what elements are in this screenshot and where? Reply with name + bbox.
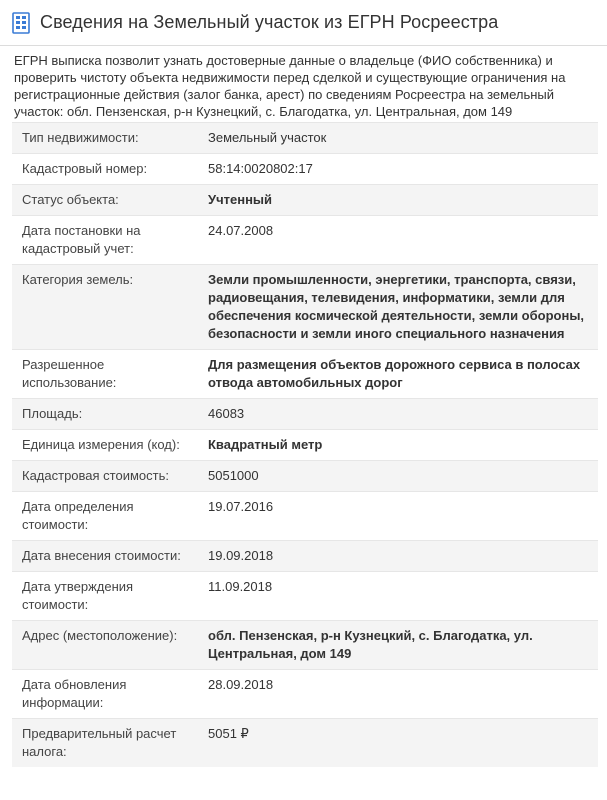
label-update-date: Дата обновления информации: <box>12 670 198 719</box>
intro-address: обл. Пензенская, р-н Кузнецкий, с. Благодатка, ул. Центральная, дом 149 <box>66 104 513 119</box>
label-area: Площадь: <box>12 399 198 430</box>
label-value-entry-date: Дата внесения стоимости: <box>12 541 198 572</box>
intro-text: ЕГРН выписка позволит узнать достоверные данные о владельце (ФИО собственника) и проверить чистоту объекта недвижимости перед сделкой и существующие ограничения на регистрационные действия (залог банка, арест) по сведениям Росреестра на земельный участок: <box>14 53 566 119</box>
label-tax-estimate: Предварительный расчет налога: <box>12 719 198 768</box>
value-address: обл. Пензенская, р-н Кузнецкий, с. Благодатка, ул. Центральная, дом 149 <box>198 621 598 670</box>
value-value-approval-date: 11.09.2018 <box>198 572 598 621</box>
page-header <box>0 0 607 46</box>
label-value-approval-date: Дата утверждения стоимости: <box>12 572 198 621</box>
row-cadastral-value <box>12 461 598 492</box>
row-property-type <box>12 123 598 154</box>
row-area <box>12 399 598 430</box>
intro-paragraph <box>0 46 607 122</box>
value-permitted-use: Для размещения объектов дорожного сервиса в полосах отвода автомобильных дорог <box>198 350 598 399</box>
row-value-entry-date <box>12 541 598 572</box>
property-info-table <box>12 122 598 767</box>
row-valuation-date <box>12 492 598 541</box>
row-address <box>12 621 598 670</box>
row-cadastral-number <box>12 154 598 185</box>
label-address: Адрес (местоположение): <box>12 621 198 670</box>
label-registration-date: Дата постановки на кадастровый учет: <box>12 216 198 265</box>
value-cadastral-value: 5051000 <box>198 461 598 492</box>
label-cadastral-value: Кадастровая стоимость: <box>12 461 198 492</box>
label-permitted-use: Разрешенное использование: <box>12 350 198 399</box>
document-icon <box>12 12 30 34</box>
value-land-category: Земли промышленности, энергетики, транспорта, связи, радиовещания, телевидения, информатики, земли для обеспечения космической деятельности, земли обороны, безопасности и земли иного специального назначения <box>198 265 598 350</box>
row-object-status <box>12 185 598 216</box>
value-property-type: Земельный участок <box>198 123 598 154</box>
value-object-status: Учтенный <box>198 185 598 216</box>
label-property-type: Тип недвижимости: <box>12 123 198 154</box>
row-update-date <box>12 670 598 719</box>
value-unit: Квадратный метр <box>198 430 598 461</box>
row-registration-date <box>12 216 598 265</box>
value-area: 46083 <box>198 399 598 430</box>
value-tax-estimate: 5051 ₽ <box>198 719 598 768</box>
row-permitted-use <box>12 350 598 399</box>
value-value-entry-date: 19.09.2018 <box>198 541 598 572</box>
row-tax-estimate <box>12 719 598 768</box>
page-title: Сведения на Земельный участок из ЕГРН Росреестра <box>40 12 499 32</box>
row-land-category <box>12 265 598 350</box>
label-unit: Единица измерения (код): <box>12 430 198 461</box>
label-land-category: Категория земель: <box>12 265 198 350</box>
value-valuation-date: 19.07.2016 <box>198 492 598 541</box>
label-valuation-date: Дата определения стоимости: <box>12 492 198 541</box>
row-value-approval-date <box>12 572 598 621</box>
value-registration-date: 24.07.2008 <box>198 216 598 265</box>
value-cadastral-number: 58:14:0020802:17 <box>198 154 598 185</box>
row-unit <box>12 430 598 461</box>
value-update-date: 28.09.2018 <box>198 670 598 719</box>
label-object-status: Статус объекта: <box>12 185 198 216</box>
label-cadastral-number: Кадастровый номер: <box>12 154 198 185</box>
